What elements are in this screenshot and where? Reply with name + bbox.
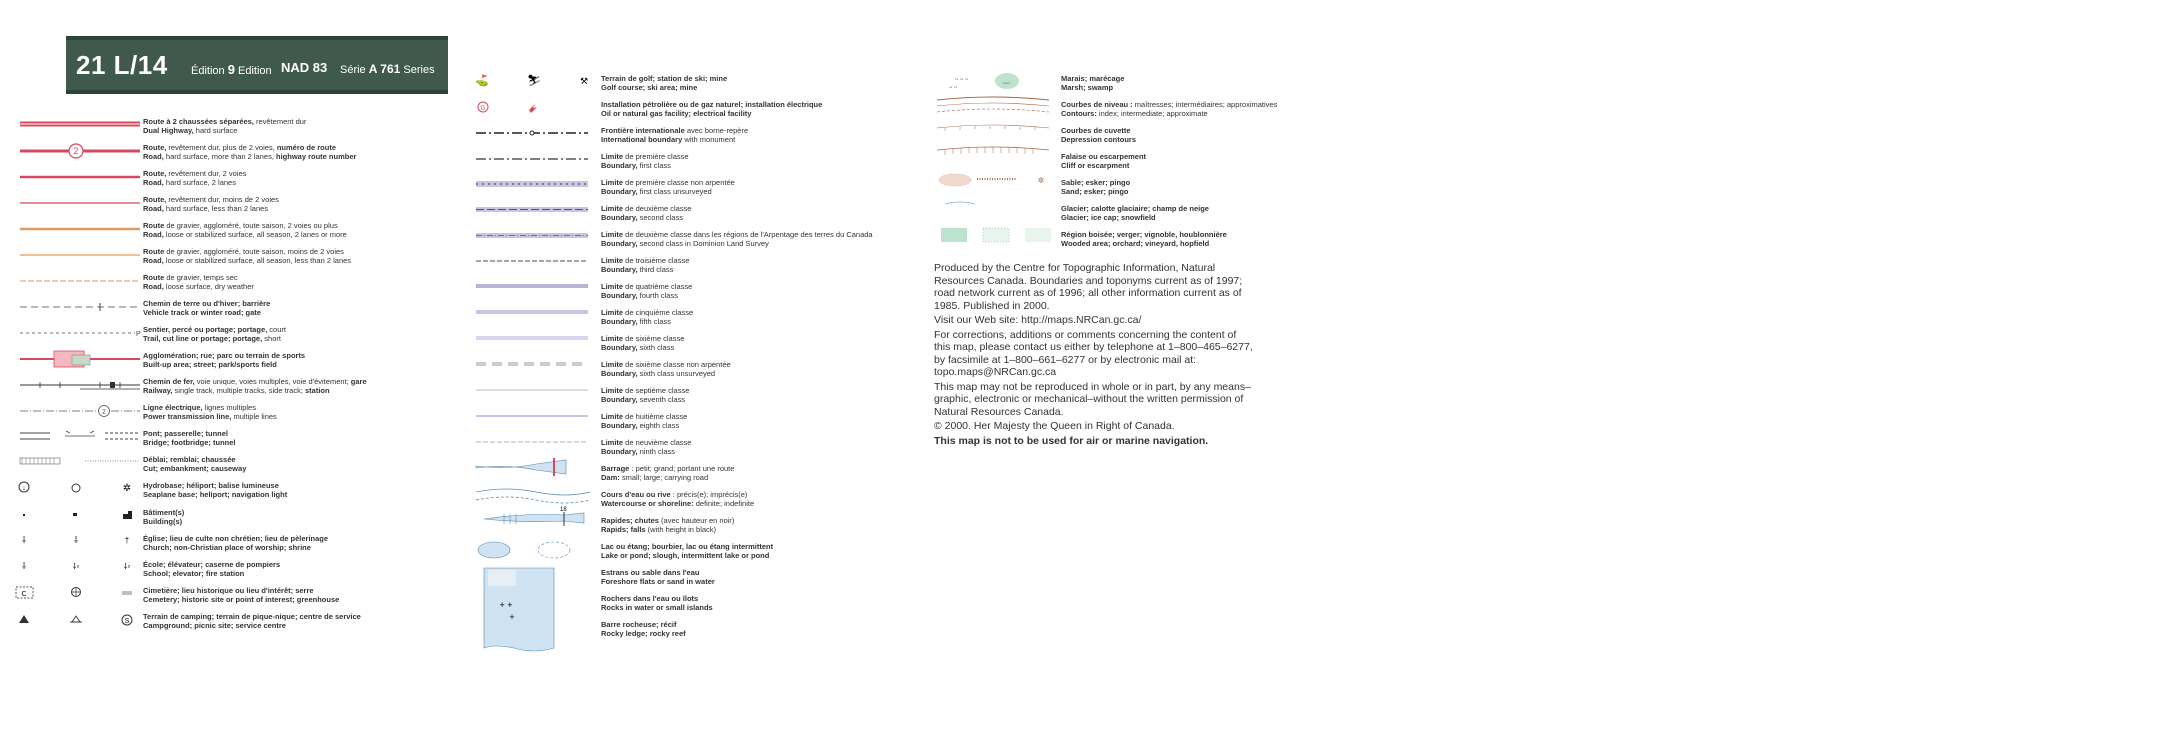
svg-text:ᴗ ᴗ: ᴗ ᴗ <box>949 84 958 90</box>
legend-trail: Sentier, percé ou portage; portage, court Trail, cut line or portage; portage, short <box>143 325 286 343</box>
international-boundary-symbol <box>476 131 588 135</box>
svg-text:⸸: ⸸ <box>21 561 27 571</box>
cliff-symbol <box>937 147 1049 155</box>
wooded-orchard-vineyard-symbols <box>941 228 1051 242</box>
legend-boundary-fifth: Limite de cinquième classe Boundary, fifth class <box>601 308 694 326</box>
svg-text:⸸▫: ⸸▫ <box>72 562 80 571</box>
legend-built-up-area: Agglomération; rue; parc ou terrain de sports Built-up area; street; park/sports field <box>143 351 306 369</box>
legend-watercourse: Cours d'eau ou rive : précis(e); imprécis(e) Watercourse or shoreline: definite; indefinite <box>601 490 755 508</box>
map-title-block <box>66 36 448 94</box>
legend-dam: Barrage : petit; grand; portant une route Dam: small; large; carrying road <box>601 464 735 482</box>
map-information-block <box>934 262 1254 447</box>
svg-text:⸸▫: ⸸▫ <box>123 562 131 571</box>
legend-boundary-sixth: Limite de sixième classe Boundary, sixth class <box>601 334 685 352</box>
oil-electrical-symbols <box>478 102 537 113</box>
svg-text:ᴗ ᴗ ᴗ: ᴗ ᴗ ᴗ <box>955 76 969 82</box>
svg-text:✲: ✲ <box>122 483 132 494</box>
cut-embankment-symbols <box>20 458 140 464</box>
legend-rapids-falls: Rapides; chutes (avec hauteur en noir) Rapids; falls (with height in black) <box>601 516 735 534</box>
svg-text:G: G <box>480 106 486 112</box>
legend-boundary-ninth: Limite de neuvième classe Boundary, ninth class <box>601 438 692 456</box>
legend-road-less-2-lanes: Route, revêtement dur, moins de 2 voies Road, hard surface, less than 2 lanes <box>143 195 279 213</box>
school-symbols <box>22 561 131 571</box>
legend-road-highway-number: Route, revêtement dur, plus de 2 voies, numéro de route Road, hard surface, more than 2 lanes, highway route number <box>143 143 357 161</box>
legend-cemetery: Cimetière; lieu historique ou lieu d'intérêt; serre Cemetery; historic site or point of interest; greenhouse <box>143 586 340 604</box>
falls-height: 18 <box>560 507 567 513</box>
reproduction-notice: This map may not be reproduced in whole or in part, by any means–graphic, electronic or mechanical–without the written permission of Natural Resources Canada. <box>934 380 1251 418</box>
legend-boundary-third: Limite de troisième classe Boundary, third class <box>601 256 690 274</box>
legend-bridge: Pont; passerelle; tunnel Bridge; footbridge; tunnel <box>143 429 236 447</box>
legend-glacier: Glacier; calotte glaciaire; champ de neige Glacier; ice cap; snowfield <box>1061 204 1209 222</box>
trail-symbol <box>20 331 141 338</box>
svg-text:+ +: + + <box>499 600 513 610</box>
legend-buildings: Bâtiment(s) Building(s) <box>143 508 185 526</box>
foreshore-rocks-reef-symbols <box>484 568 554 651</box>
legend-school: École; élévateur; caserne de pompiers School; elevator; fire station <box>143 560 281 578</box>
legend-gravel-road-less-2: Route de gravier, aggloméré, toute saison, moins de 2 voies Road, loose or stabilized surface, all season, less than 2 lanes <box>143 247 352 265</box>
legend-dry-weather-road: Route de gravier, temps sec Road, loose surface, dry weather <box>143 273 254 291</box>
copyright-text: © 2000. Her Majesty the Queen in Right of Canada. <box>934 420 1175 432</box>
legend-boundary-second-dls: Limite de deuxième classe dans les régions de l'Arpentage des terres du Canada Boundary, second class in Dominion Land Survey <box>601 230 873 248</box>
cemetery-symbols <box>16 587 132 598</box>
svg-text:+: + <box>509 612 515 622</box>
legend-boundary-fourth: Limite de quatrième classe Boundary, fourth class <box>601 282 693 300</box>
legend-foreshore-flats: Estrans ou sable dans l'eau Foreshore flats or sand in water <box>601 568 715 586</box>
campground-symbols <box>19 615 132 625</box>
edition-label: Édition 9 Edition <box>191 62 272 77</box>
boundary-second-dls-symbol <box>476 233 588 238</box>
boundary-fourth-class-symbol <box>476 284 588 288</box>
legend-cliff: Falaise ou escarpement Cliff or escarpment <box>1061 152 1147 170</box>
legend-boundary-eighth: Limite de huitième classe Boundary, eighth class <box>601 412 688 430</box>
legend-boundary-first-unsurveyed: Limite de première classe non arpentée Boundary, first class unsurveyed <box>601 178 735 196</box>
svg-text:†: † <box>124 536 130 545</box>
built-up-area-symbol <box>20 351 140 367</box>
legend-symbols-column-3 <box>935 68 1055 258</box>
corrections-text: For corrections, additions or comments concerning the content of this map, please contact us either by telephone at 1–800–465–6277, by facsimile at 1–800–661–6277 or by electronic mail at: topo.maps@NRCan.gc.ca <box>934 328 1253 378</box>
legend-power-line: Ligne électrique, lignes multiples Power transmission line, multiple lines <box>143 403 277 421</box>
legend-gravel-road-2-lanes: Route de gravier, aggloméré, toute saison, 2 voies ou plus Road, loose or stabilized surface, all season, 2 lanes or more <box>143 221 347 239</box>
power-line-symbol <box>20 406 140 417</box>
legend-boundary-sixth-unsurveyed: Limite de sixième classe non arpentée Boundary, sixth class unsurveyed <box>601 360 731 378</box>
legend-rocks-in-water: Rochers dans l'eau ou îlots Rocks in water or small islands <box>601 594 713 612</box>
road-route-number-symbol <box>20 144 140 158</box>
svg-text:⚒: ⚒ <box>579 76 589 86</box>
bridge-symbols <box>20 431 140 439</box>
legend-rocky-ledge: Barre rocheuse; récif Rocky ledge; rocky reef <box>601 620 686 638</box>
legend-sand-esker: Sable; esker; pingo Sand; esker; pingo <box>1061 178 1131 196</box>
legend-seaplane-base: Hydrobase; héliport; balise lumineuse Seaplane base; heliport; navigation light <box>143 481 288 499</box>
website-text: Visit our Web site: http://maps.NRCan.gc.ca/ <box>934 314 1142 326</box>
legend-oil-gas-facility: Installation pétrolière ou de gaz naturel; installation électrique Oil or natural gas facility; electrical facility <box>601 100 823 118</box>
vehicle-track-symbol <box>20 303 140 311</box>
seaplane-heliport-light-symbols <box>19 482 131 494</box>
svg-text:C: C <box>21 591 27 598</box>
marsh-swamp-symbols <box>949 73 1019 90</box>
datum-label: NAD 83 <box>281 60 328 75</box>
legend-railway: Chemin de fer, voie unique, voies multiples, voie d'évitement; gare Railway, single track, multiple tracks, side track; station <box>143 377 367 395</box>
golf-ski-mine-symbols <box>475 74 588 87</box>
legend-road-2-lanes: Route, revêtement dur, 2 voies Road, hard surface, 2 lanes <box>143 169 247 187</box>
svg-text:✲: ✲ <box>1037 176 1045 185</box>
boundary-second-class-symbol <box>476 207 588 212</box>
sheet-number: 21 L/14 <box>76 50 168 80</box>
lake-slough-symbols <box>478 542 570 558</box>
legend-vehicle-track: Chemin de terre ou d'hiver; barrière Vehicle track or winter road; gate <box>143 299 271 317</box>
legend-depression-contours: Courbes de cuvette Depression contours <box>1061 126 1137 144</box>
legend-wooded-area: Région boisée; verger; vignoble, houblonnière Wooded area; orchard; vineyard, hopfield <box>1061 230 1227 248</box>
legend-church: Église; lieu de culte non chrétien; lieu de pèlerinage Church; non-Christian place of worship; shrine <box>143 534 329 552</box>
sand-esker-pingo-symbols <box>939 174 1045 186</box>
boundary-sixth-class-symbol <box>476 336 588 340</box>
power-line-count: 2 <box>102 409 106 416</box>
legend-symbols-column-2 <box>474 68 594 668</box>
svg-text:S: S <box>124 618 130 625</box>
building-symbols <box>23 511 132 519</box>
svg-text:P: P <box>136 331 141 338</box>
legend-golf-ski-mine: Terrain de golf; station de ski; mine Golf course; ski area; mine <box>601 74 728 92</box>
svg-text:⸸: ⸸ <box>73 535 79 545</box>
navigation-warning: This map is not to be used for air or marine navigation. <box>934 434 1209 447</box>
legend-boundary-seventh: Limite de septième classe Boundary, seventh class <box>601 386 690 404</box>
legend-campground: Terrain de camping; terrain de pique-nique; centre de service Campground; picnic site; service centre <box>143 612 361 630</box>
boundary-first-unsurveyed-symbol <box>476 181 588 187</box>
church-symbols <box>22 535 129 545</box>
railway-symbol <box>20 382 140 389</box>
legend-dual-highway: Route à 2 chaussées séparées, revêtement dur Dual Highway, hard surface <box>143 117 307 135</box>
produced-by-text: Produced by the Centre for Topographic Information, Natural Resources Canada. Boundaries and toponyms current as of 1997; road network current as of 1996; all other information current as of 1985. Published in 2000. <box>934 262 1243 312</box>
legend-boundary-second: Limite de deuxième classe Boundary, second class <box>601 204 692 222</box>
legend-marsh: Marais; marécage Marsh; swamp <box>1061 74 1125 92</box>
contour-symbols <box>937 97 1049 112</box>
depression-contour-symbol <box>937 125 1049 131</box>
route-number-2: 2 <box>73 146 79 156</box>
svg-text:↓: ↓ <box>22 485 26 492</box>
glacier-symbols <box>945 202 975 204</box>
legend-cut-embankment: Déblai; remblai; chaussée Cut; embankment; causeway <box>143 455 247 473</box>
boundary-fifth-class-symbol <box>476 310 588 314</box>
legend-boundary-first: Limite de première classe Boundary, first class <box>601 152 689 170</box>
svg-text:⛷: ⛷ <box>527 75 541 87</box>
watercourse-symbols <box>476 489 590 503</box>
legend-lake-pond: Lac ou étang; bourbier, lac ou étang intermittent Lake or pond; slough, intermittent lake or pond <box>601 542 774 560</box>
series-label: Série A 761 Series <box>340 62 435 76</box>
svg-text:⸸: ⸸ <box>21 535 27 545</box>
dam-symbols <box>476 458 566 476</box>
svg-text:⛳: ⛳ <box>475 75 489 87</box>
legend-international-boundary: Frontière internationale avec borne-repère International boundary with monument <box>601 126 749 144</box>
rapids-falls-symbols <box>484 507 584 526</box>
legend-contours: Courbes de niveau : maîtresses; intermédiaires; approximatives Contours: index; intermediate; approximate <box>1061 100 1278 118</box>
svg-text:ᴗᴗ: ᴗᴗ <box>1003 80 1010 86</box>
